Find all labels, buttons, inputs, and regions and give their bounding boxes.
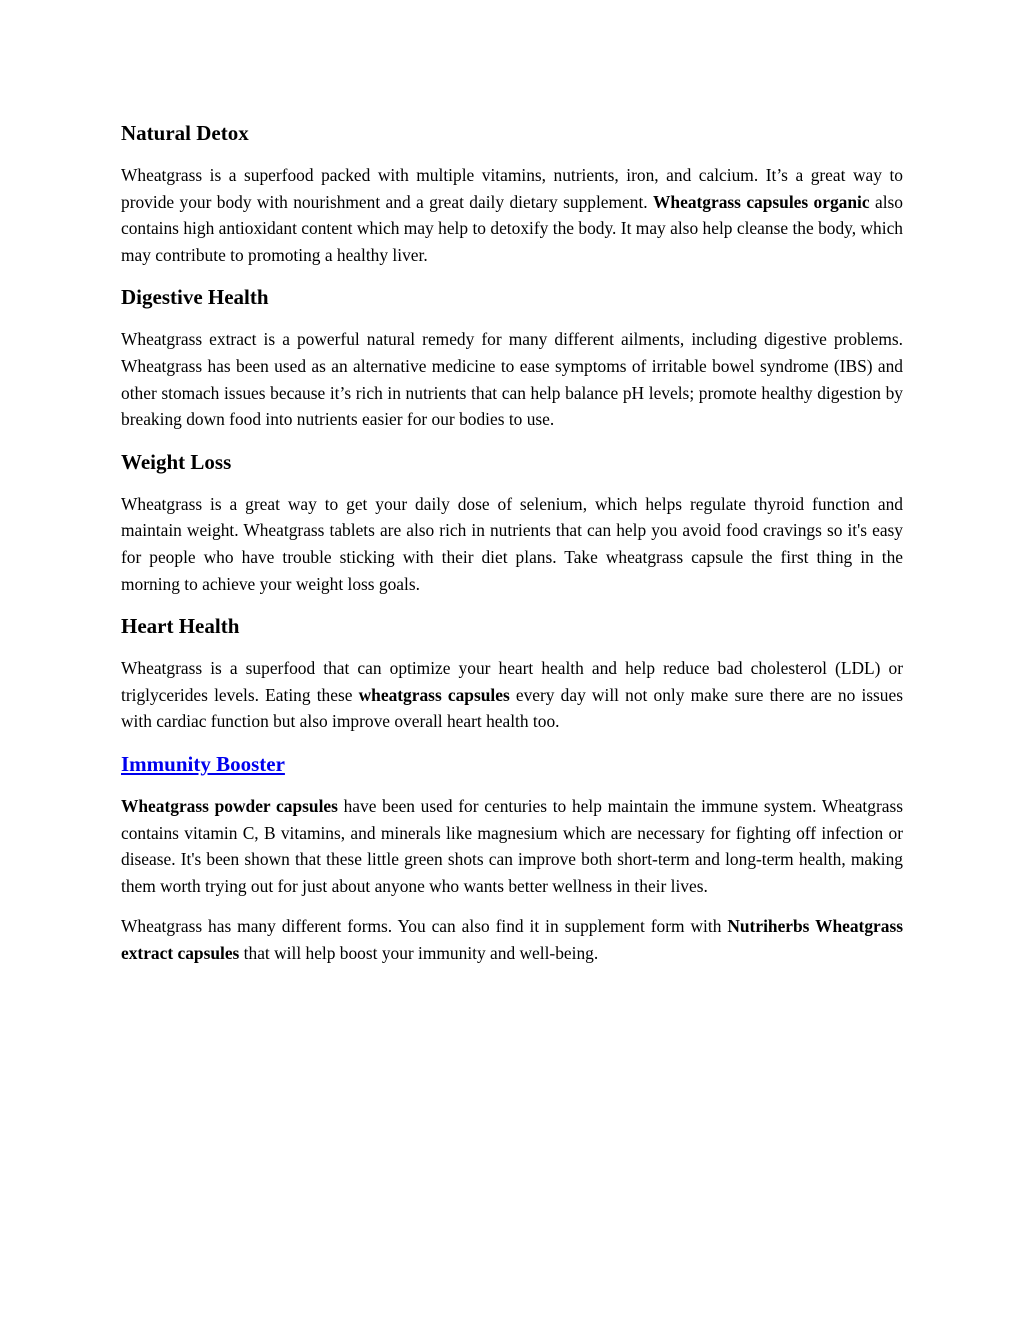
section-heart-health <box>121 611 903 735</box>
section-weight-loss <box>121 447 903 597</box>
heading-heart-health: Heart Health <box>121 614 240 639</box>
paragraph-immunity-booster <box>121 793 903 899</box>
text-span: Wheatgrass is a superfood packed with multiple vitamins, nutrients, iron, and calcium. It’s a great way to provide your body with nourishment and a great daily dietary supplement. <box>121 165 903 212</box>
text-span: have been used for centuries to help maintain the immune system. Wheatgrass contains vitamin C, B vitamins, and minerals like magnesium which are necessary for fighting off infection or disease. It's been shown that these little green shots can improve both short-term and long-term health, making them worth trying out for just about anyone who wants better wellness in their lives. <box>121 795 903 896</box>
bold-keyword: Wheatgrass capsules organic <box>653 191 870 212</box>
paragraph-closing <box>121 913 903 966</box>
heading-natural-detox: Natural Detox <box>121 121 249 145</box>
bold-keyword: Nutriherbs Wheatgrass extract capsules <box>121 916 903 963</box>
bold-keyword: Wheatgrass powder capsules <box>121 795 338 816</box>
immunity-booster-link[interactable]: Immunity Booster <box>121 751 285 776</box>
text-span: that will help boost your immunity and well-being. <box>239 942 599 963</box>
text-span: every day will not only make sure there are no issues with cardiac function but also improve overall heart health too. <box>121 684 903 732</box>
section-digestive-health <box>121 282 903 432</box>
heading-immunity-booster <box>121 749 903 779</box>
section-natural-detox <box>121 118 903 268</box>
paragraph-weight-loss: Wheatgrass is a great way to get your daily dose of selenium, which helps regulate thyroid function and maintain weight. Wheatgrass tablets are also rich in nutrients that can help you avoid food cravings so it's easy for people who have trouble sticking with their diet plans. Take wheatgrass capsule the first thing in the morning to achieve your weight loss goals. <box>121 493 903 594</box>
paragraph-heart-health <box>121 655 903 735</box>
text-span: Wheatgrass has many different forms. You can also find it in supplement form with <box>121 916 728 937</box>
heading-weight-loss: Weight Loss <box>121 449 232 474</box>
text-span: Wheatgrass is a superfood that can optimize your heart health and help reduce bad cholesterol (LDL) or triglycerides levels. Eating these <box>121 658 903 705</box>
bold-keyword: wheatgrass capsules <box>358 684 510 705</box>
section-immunity-booster <box>121 749 903 899</box>
paragraph-natural-detox <box>121 162 903 268</box>
text-span: also contains high antioxidant content which may help to detoxify the body. It may also help cleanse the body, which may contribute to promoting a healthy liver. <box>121 191 903 265</box>
heading-digestive-health: Digestive Health <box>121 285 269 310</box>
paragraph-digestive-health: Wheatgrass extract is a powerful natural remedy for many different ailments, including digestive problems. Wheatgrass has been used as an alternative medicine to ease symptoms of irritable bowel syndrome (IBS) and other stomach issues because it’s rich in nutrients that can help balance pH levels; promote healthy digestion by breaking down food into nutrients easier for our bodies to use. <box>121 329 903 430</box>
